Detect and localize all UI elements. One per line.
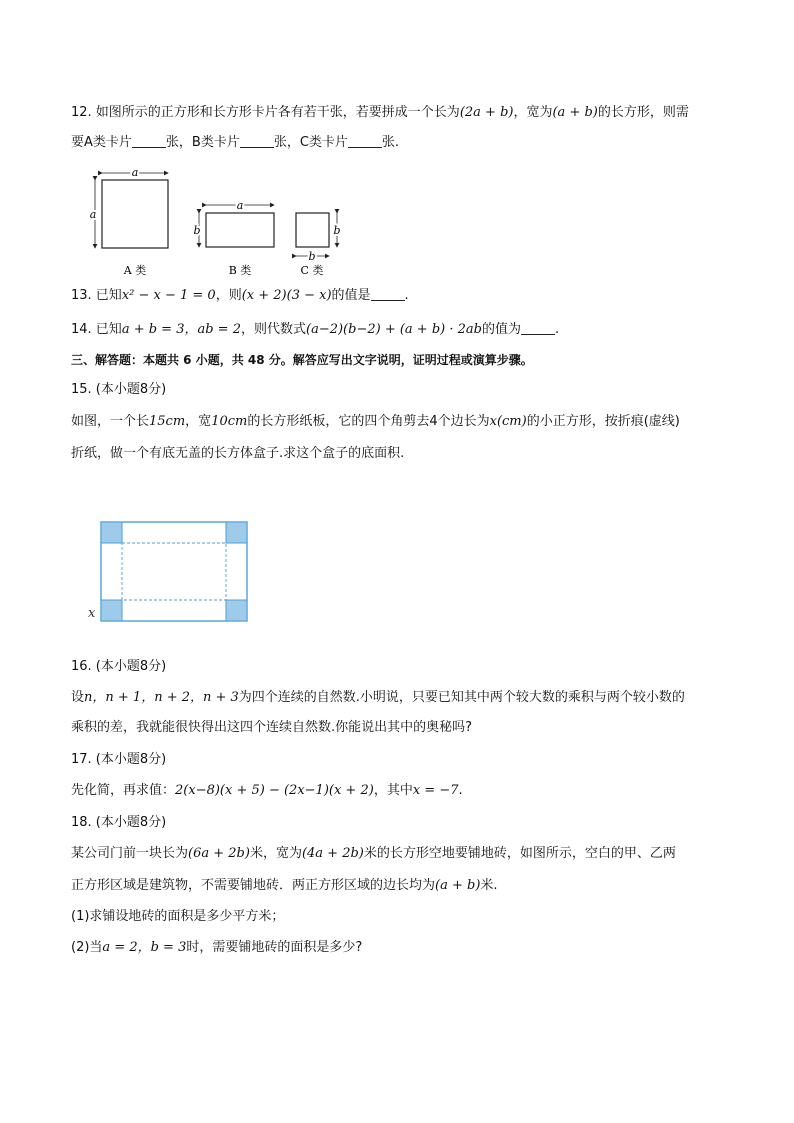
answer-blank-q13[interactable] bbox=[371, 286, 405, 301]
q12-text-prefix: 12. 如图所示的正方形和长方形卡片各有若干张，若要拼成一个长为 bbox=[71, 105, 460, 120]
section-3-heading: 三、解答题：本题共 6 小题，共 48 分。解答应写出文字说明，证明过程或演算步骤。 bbox=[71, 353, 533, 367]
card-a-top-label: a bbox=[131, 166, 139, 179]
q12-length-expr: (2a + b) bbox=[459, 105, 514, 120]
q17-expression: 2(x−8)(x + 5) − (2x−1)(x + 2) bbox=[175, 783, 374, 798]
q17-end: . bbox=[458, 783, 463, 798]
q18-part2-text-c: 时，需要铺地砖的面积是多少? bbox=[186, 940, 363, 955]
q13-end: . bbox=[404, 288, 409, 303]
q18-length-expr: (6a + 2b) bbox=[188, 846, 250, 861]
q16-numbers-expr: n，n + 1，n + 2，n + 3 bbox=[84, 690, 239, 705]
q14-end: . bbox=[554, 322, 560, 337]
q17-line1 bbox=[71, 781, 463, 801]
q13-target-expr: (x + 2)(3 − x) bbox=[241, 288, 332, 303]
card-c-label: C 类 bbox=[300, 264, 324, 277]
q15-width-value: 10cm bbox=[211, 414, 248, 429]
q18-part1: (1)求铺设地砖的面积是多少平方米； bbox=[71, 909, 285, 924]
q18-text-a: 某公司门前一块长为 bbox=[71, 846, 189, 861]
answer-blank-c[interactable] bbox=[348, 133, 382, 148]
q15-line1 bbox=[71, 412, 680, 432]
q15-text-a: 如图，一个长 bbox=[71, 414, 150, 429]
q16-heading: 16. (本小题8分) bbox=[71, 659, 167, 674]
q12-card-figure bbox=[80, 160, 360, 282]
q12-card-a-text: 要A类卡片 bbox=[71, 135, 132, 150]
q12-text-suffix: 的长方形，则需 bbox=[597, 105, 689, 120]
q18-line1 bbox=[71, 844, 676, 864]
paper-board bbox=[101, 522, 247, 621]
q15-heading: 15. (本小题8分) bbox=[71, 382, 167, 397]
q14-text-suffix: 的值为 bbox=[481, 322, 521, 337]
q14-line bbox=[71, 320, 559, 340]
q14-text-prefix: 14. 已知 bbox=[71, 322, 122, 337]
card-b-top-label: a bbox=[236, 199, 244, 212]
card-c-side-label: b bbox=[333, 224, 341, 237]
q18-part2-text-a: (2)当 bbox=[71, 940, 103, 955]
card-a-square bbox=[102, 180, 168, 248]
q16-text-a: 设 bbox=[71, 690, 85, 705]
q17-x-value: x = −7 bbox=[412, 783, 459, 798]
q18-part2 bbox=[71, 938, 362, 958]
q15-line2: 折纸，做一个有底无盖的长方体盒子.求这个盒子的底面积. bbox=[71, 446, 405, 461]
q18-side-expr: (a + b) bbox=[435, 878, 481, 893]
answer-blank-a[interactable] bbox=[132, 133, 166, 148]
q18-part2-values: a = 2，b = 3 bbox=[102, 940, 187, 955]
q15-text-c: ，宽 bbox=[185, 414, 212, 429]
q17-text-a: 先化简，再求值： bbox=[71, 783, 176, 798]
q15-box-net-figure bbox=[84, 516, 256, 626]
q15-side-value: x(cm) bbox=[489, 414, 527, 429]
q16-line1 bbox=[71, 688, 685, 708]
q15-length-value: 15cm bbox=[149, 414, 186, 429]
q18-line2 bbox=[71, 876, 498, 896]
corner-square-top-left bbox=[101, 522, 122, 543]
q12-line1 bbox=[71, 103, 689, 123]
q12-width-expr: (a + b) bbox=[552, 105, 598, 120]
card-b-side-label: b bbox=[193, 224, 201, 237]
corner-square-top-right bbox=[226, 522, 247, 543]
q12-text-mid: ，宽为 bbox=[513, 105, 553, 120]
q13-text-mid: ，则 bbox=[215, 288, 242, 303]
q13-line bbox=[71, 286, 409, 306]
q16-text-c: 为四个连续的自然数.小明说，只要已知其中两个较大数的乘积与两个较小数的 bbox=[238, 690, 685, 705]
q12-card-b-text: 张，B类卡片 bbox=[165, 135, 240, 150]
corner-square-bottom-right bbox=[226, 600, 247, 621]
q15-x-label: x bbox=[88, 606, 96, 621]
q18-width-expr: (4a + 2b) bbox=[301, 846, 364, 861]
q12-line2 bbox=[71, 133, 399, 153]
corner-square-bottom-left bbox=[101, 600, 122, 621]
q13-text-suffix: 的值是 bbox=[331, 288, 371, 303]
q17-text-c: ，其中 bbox=[373, 783, 413, 798]
q18-text-2a: 正方形区域是建筑物，不需要铺地砖．两正方形区域的边长均为 bbox=[71, 878, 436, 893]
answer-blank-b[interactable] bbox=[240, 133, 274, 148]
card-c-square bbox=[296, 213, 329, 247]
q15-text-g: 的小正方形，按折痕(虚线) bbox=[526, 414, 680, 429]
q14-condition-expr: a + b = 3，ab = 2 bbox=[121, 322, 241, 337]
q17-heading: 17. (本小题8分) bbox=[71, 752, 167, 767]
q13-condition-expr: x² − x − 1 = 0 bbox=[121, 288, 216, 303]
q12-card-c-text: 张，C类卡片 bbox=[273, 135, 348, 150]
card-b-rect bbox=[206, 213, 274, 247]
q15-text-e: 的长方形纸板，它的四个角剪去4个边长为 bbox=[247, 414, 490, 429]
card-c-bottom-label: b bbox=[308, 250, 316, 263]
q18-text-e: 米的长方形空地要铺地砖，如图所示，空白的甲、乙两 bbox=[363, 846, 676, 861]
q18-heading: 18. (本小题8分) bbox=[71, 815, 167, 830]
q18-text-c: 米，宽为 bbox=[249, 846, 302, 861]
answer-blank-q14[interactable] bbox=[521, 320, 555, 335]
card-a-label: A 类 bbox=[123, 264, 147, 277]
card-a-side-label: a bbox=[89, 208, 97, 221]
q13-text-prefix: 13. 已知 bbox=[71, 288, 122, 303]
q18-text-2c: 米. bbox=[480, 878, 498, 893]
q14-target-expr: (a−2)(b−2) + (a + b) · 2ab bbox=[306, 322, 482, 337]
q16-line2: 乘积的差，我就能很快得出这四个连续自然数.你能说出其中的奥秘吗? bbox=[71, 720, 473, 735]
q12-card-end-text: 张. bbox=[381, 135, 400, 150]
card-b-label: B 类 bbox=[228, 264, 252, 277]
q14-text-mid: ，则代数式 bbox=[240, 322, 306, 337]
